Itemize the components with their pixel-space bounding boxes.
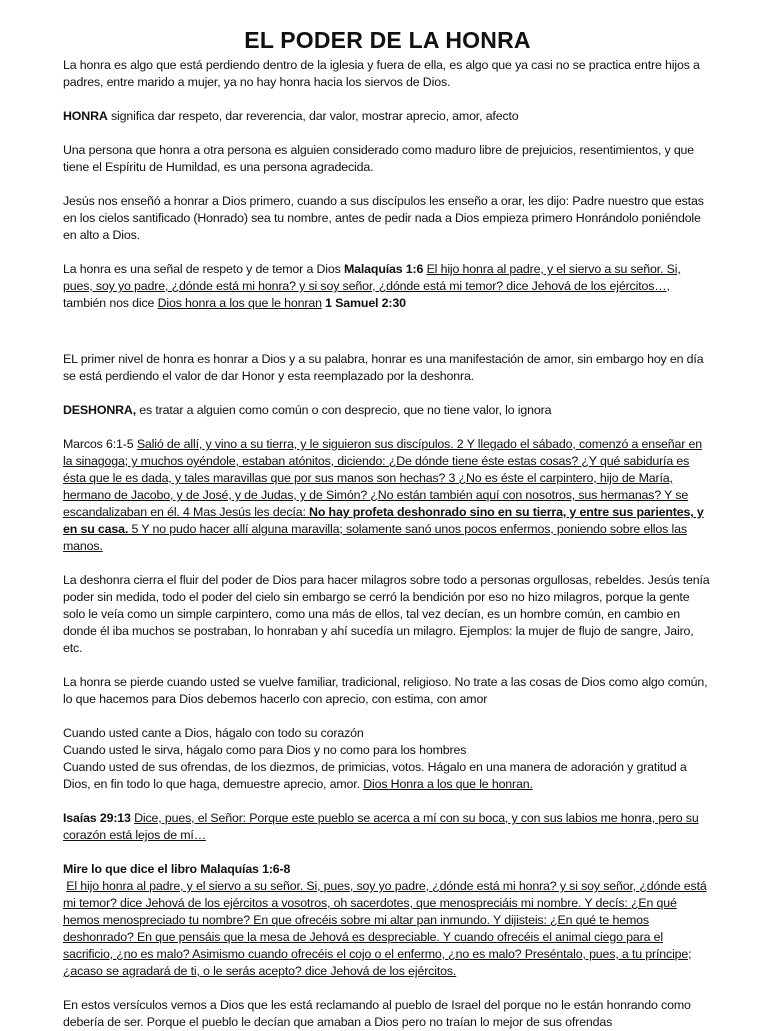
paragraph-honra-definition xyxy=(63,108,712,125)
definition-text: es tratar a alguien como común o con desprecio, que no tiene valor, lo ignora xyxy=(136,403,552,417)
line-ofrendas xyxy=(63,759,712,793)
bible-reference: 1 Samuel 2:30 xyxy=(325,296,406,310)
bible-quote: Dios honra a los que le honran xyxy=(157,296,322,310)
bible-reference: Isaías 29:13 xyxy=(63,811,131,825)
paragraph-versiculos: En estos versículos vemos a Dios que les está reclamando al pueblo de Israel del porque no le están honrando como debería de ser. Porque el pueblo le decían que amaban a Dios pero no traían lo mejor de sus ofrendas xyxy=(63,998,691,1029)
text: , también nos dice xyxy=(63,279,670,310)
line-cante: Cuando usted cante a Dios, hágalo con todo su corazón xyxy=(63,726,364,740)
term-deshonra: DESHONRA, xyxy=(63,403,136,417)
bible-reference: Marcos 6:1-5 xyxy=(63,437,137,451)
page-title: EL PODER DE LA HONRA xyxy=(244,27,531,53)
term-honra: HONRA xyxy=(63,109,108,123)
heading-malaquias: Mire lo que dice el libro Malaquías 1:6-8 xyxy=(63,862,291,876)
paragraph-deshonra-cierra: La deshonra cierra el fluir del poder de Dios para hacer milagros sobre todo a personas orgullosas, rebeldes. Jesús tenía poder sin medida, todo el poder del cielo sin embargo se cerró la bendición por eso no hizo milagros, porque la gente solo le veía como un simple carpintero, como una más de ellos, tal vez decían, es un hombre común, en cambio en donde él iba muchos se postraban, lo honraban y ahí sucedía un milagro. Ejemplos: la mujer de flujo de sangre, Jairo, etc. xyxy=(63,573,710,655)
bible-quote: Dios Honra a los que le honran. xyxy=(363,777,533,791)
paragraph-isaias xyxy=(63,810,712,844)
bible-quote: El hijo honra al padre, y el siervo a su señor. Si, pues, soy yo padre, ¿dónde está mi honra? y si soy señor, ¿dónde está mi temor? dice Jehová de los ejércitos… xyxy=(63,262,681,293)
paragraph-persona: Una persona que honra a otra persona es alguien considerado como maduro libre de prejuicios, resentimientos, y que tiene el Espíritu de Humildad, es una persona agradecida. xyxy=(63,143,695,174)
text: La honra es una señal de respeto y de temor a Dios xyxy=(63,262,344,276)
bible-quote: Dice, pues, el Señor: Porque este pueblo se acerca a mí con su boca, y con sus labios me honra, pero su corazón está lejos de mí… xyxy=(63,811,699,842)
line-sirva: Cuando usted le sirva, hágalo como para Dios y no como para los hombres xyxy=(63,743,467,757)
bible-reference: Malaquías 1:6 xyxy=(343,262,424,276)
bible-quote: El hijo honra al padre, y el siervo a su señor. Si, pues, soy yo padre, ¿dónde está mi honra? y si soy señor, ¿dónde está mi temor? dice Jehová de los ejércitos a vosotros, oh sacerdotes, que menospreciáis mi nombre. Y decís: ¿En qué hemos menospreciado tu nombre? En que ofrecéis sobre mi altar pan inmundo. Y dijisteis: ¿En qué te hemos deshonrado? En que pensáis que la mesa de Jehová es despreciable. Y cuando ofrecéis el animal ciego para el sacrificio, ¿no es malo? Asimismo cuando ofrecéis el cojo o el enfermo, ¿no es malo? Preséntalo, pues, a tu príncipe; ¿acaso se agradará de ti, o le serás acepto? dice Jehová de los ejércitos. xyxy=(63,879,707,978)
paragraph-honra-se-pierde: La honra se pierde cuando usted se vuelve familiar, tradicional, religioso. No trate a las cosas de Dios como algo común, lo que hacemos para Dios debemos hacerlo con aprecio, con estima, con amor xyxy=(63,675,708,706)
paragraph-malaquias-quote xyxy=(63,878,712,980)
paragraph-jesus: Jesús nos enseñó a honrar a Dios primero, cuando a sus discípulos les enseño a orar, les dijo: Padre nuestro que estas en los cielos santificado (Honrado) sea tu nombre, antes de pedir nada a Dios empieza primero Honrándolo poniéndole en alto a Dios. xyxy=(63,194,704,242)
definition-text: significa dar respeto, dar reverencia, dar valor, mostrar aprecio, amor, afecto xyxy=(107,109,519,123)
bible-quote: Salió de allí, y vino a su tierra, y le siguieron sus discípulos. 2 Y llegado el sábado, comenzó a enseñar en la sinagoga; y muchos oyéndole, estaban atónitos, diciendo: ¿De dónde tiene éste estas cosas? ¿Y qué sabiduría es ésta que le es dada, y tales maravillas que por sus manos son hechas? 3 ¿No es éste el carpintero, hijo de María, hermano de Jacobo, y de José, y de Judas, y de Simón? ¿No están también aquí con nosotros, sus hermanas? Y se escandalizaban en él. 4 Mas Jesús les decía: xyxy=(63,437,703,519)
paragraph-intro: La honra es algo que está perdiendo dentro de la iglesia y fuera de ella, es algo que ya casi no se practica entre hijos a padres, entre marido a mujer, ya no hay honra hacia los siervos de Dios. xyxy=(63,58,700,89)
paragraph-malaquias xyxy=(63,261,712,312)
text: Cuando usted de sus ofrendas, de los diezmos, de primicias, votos. Hágalo en una manera de adoración y gratitud a Dios, en fin todo lo que haga, demuestre aprecio, amor. xyxy=(63,760,687,791)
paragraph-deshonra-definition xyxy=(63,402,712,419)
paragraph-marcos xyxy=(63,436,712,555)
bible-quote-bold: No hay profeta deshonrado sino en su tierra, y entre sus parientes, y en su casa. xyxy=(63,505,704,536)
paragraph-primer-nivel: EL primer nivel de honra es honrar a Dios y a su palabra, honrar es una manifestación de amor, sin embargo hoy en día se está perdiendo el valor de dar Honor y esta reemplazado por la deshonra. xyxy=(63,352,704,383)
bible-quote: 5 Y no pudo hacer allí alguna maravilla; solamente sanó unos pocos enfermos, poniendo sobre ellos las manos. xyxy=(63,522,687,553)
